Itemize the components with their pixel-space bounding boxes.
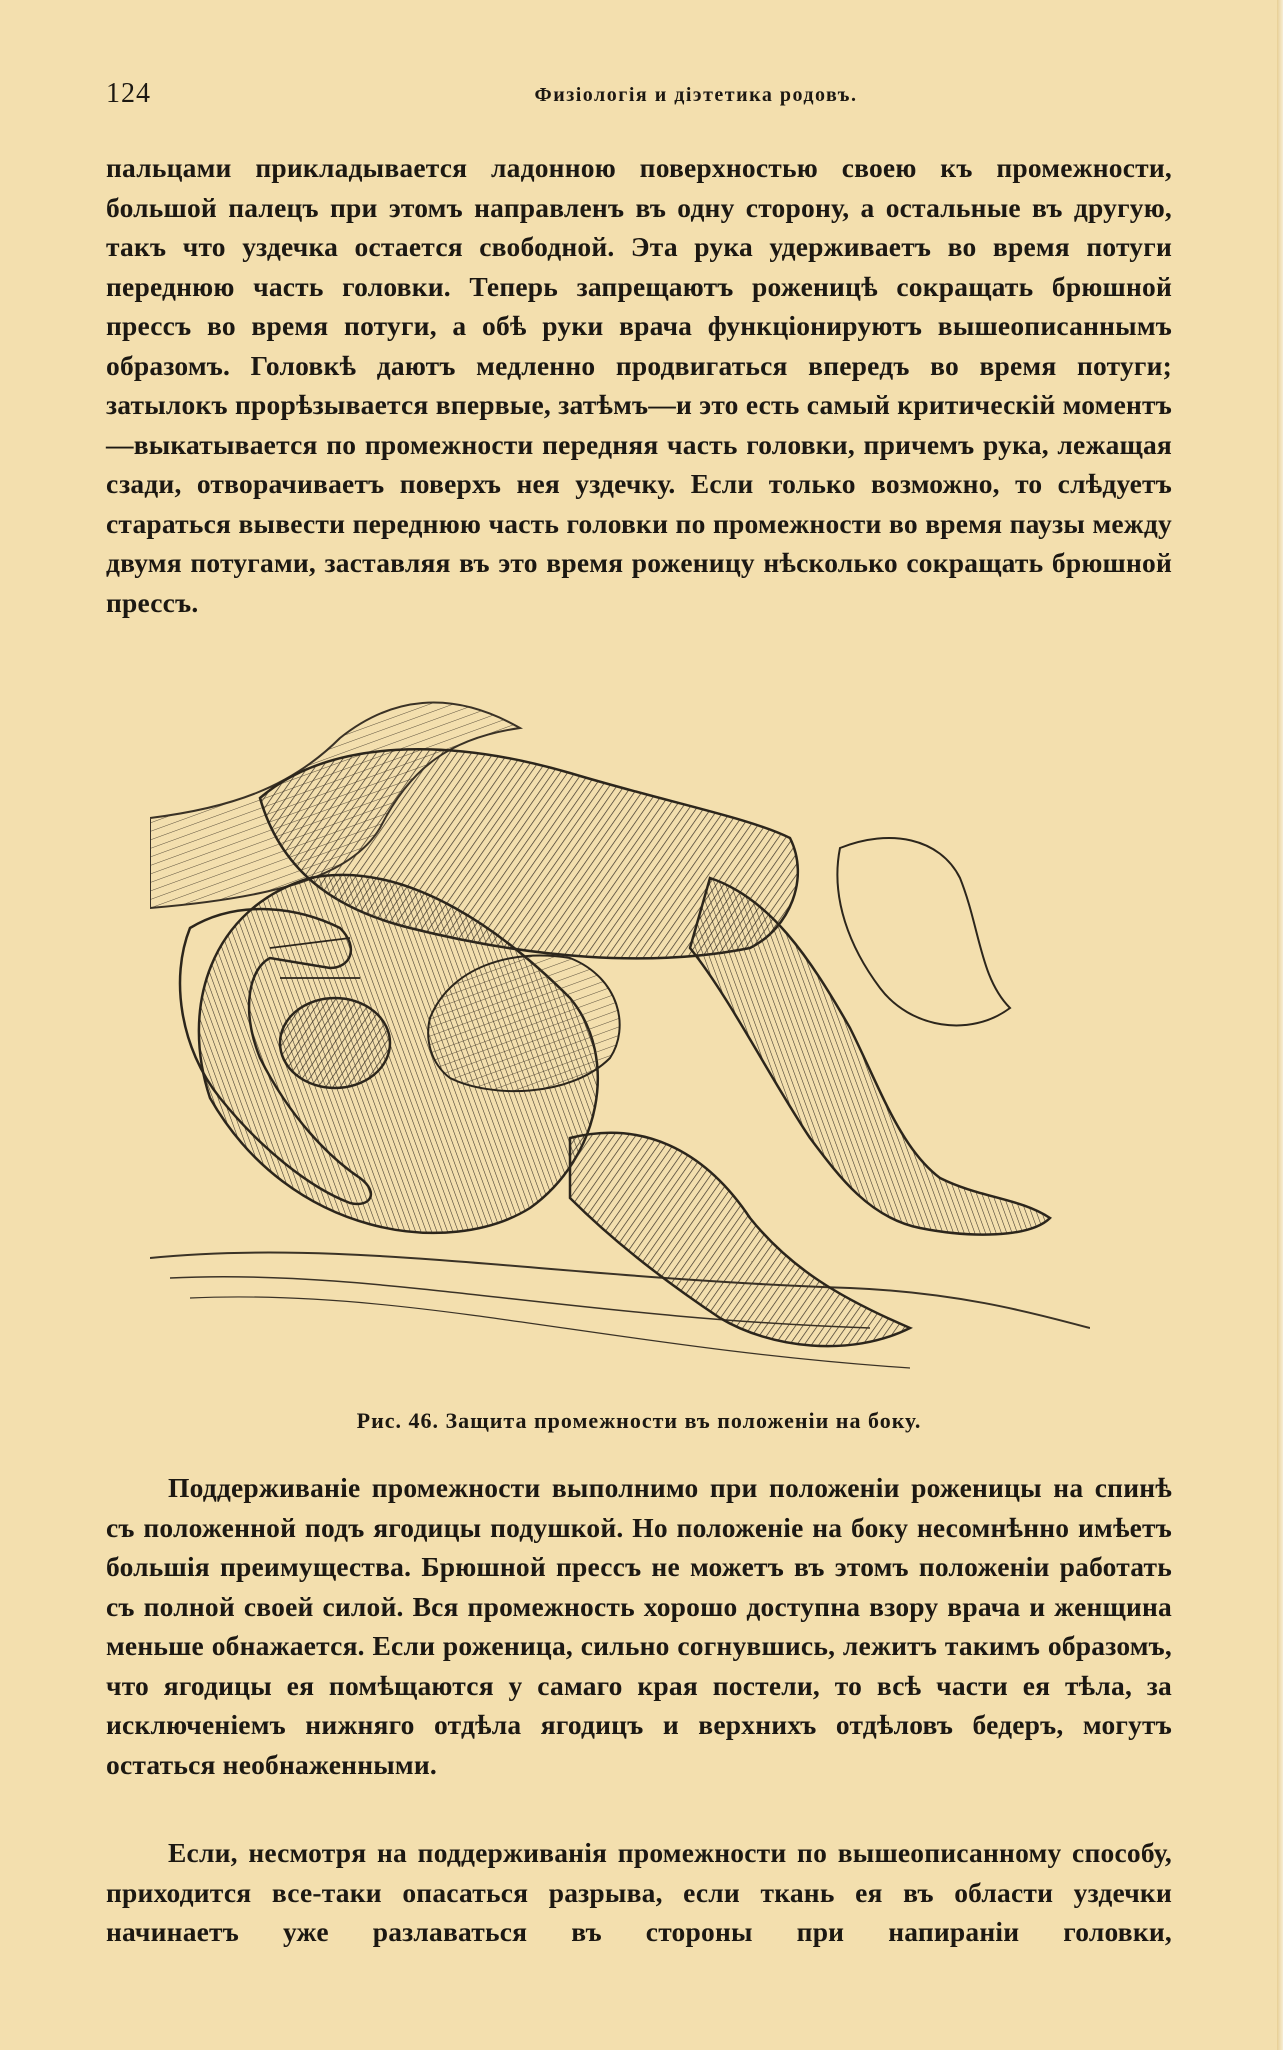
page-edge <box>1277 0 1283 2050</box>
running-title: Физіологія и діэтетика родовъ. <box>534 84 858 106</box>
paragraph-1: пальцами прикладывается ладонною поверхностью своею къ промежности, большой палецъ при этомъ направленъ въ одну сторону, а остальные въ другую, такъ что уздечка остается свободной. Эта рука удерживаетъ во время потуги переднюю часть головки. Теперь запрещаютъ роженицѣ сокращать брюшной прессъ во время потуги, а обѣ руки врача функціонируютъ вышеописаннымъ образомъ. Головкѣ даютъ медленно продвигаться впередъ во время потуги; затылокъ прорѣзывается впервые, затѣмъ—и это есть самый критическій моментъ—выкатывается по промежности передняя часть головки, причемъ рука, лежащая сзади, отворачиваетъ поверхъ нея уздечку. Если только возможно, то слѣдуетъ стараться вывести переднюю часть головки по промежности во время паузы между двумя потугами, заставляя въ это время роженицу нѣсколько сокращать брюшной прессъ. <box>106 152 1172 618</box>
figure-illustration <box>150 678 1090 1398</box>
paragraph-2 <box>106 1468 1172 1784</box>
figure-caption: Рис. 46. Защита промежности въ положеніи на боку. <box>356 1408 922 1433</box>
page-number: 124 <box>106 78 151 109</box>
page-header <box>106 78 1172 118</box>
paragraph-3 <box>106 1833 1172 1952</box>
engraving-illustration <box>150 678 1090 1398</box>
paragraph-2-text: Поддерживаніе промежности выполнимо при положеніи роженицы на спинѣ съ положенной подъ ягодицы подушкой. Но положеніе на боку несомнѣнно имѣетъ большія преимущества. Брюшной прессъ не можетъ въ этомъ положеніи работать съ полной своей силой. Вся промежность хорошо доступна взору врача и женщина меньше обнажается. Если роженица, сильно согнувшись, лежитъ такимъ образомъ, что ягодицы ея помѣщаются у самаго края постели, то всѣ части ея тѣла, за исключеніемъ нижняго отдѣла ягодицъ и верхнихъ отдѣловъ бедеръ, могутъ остаться необнаженными. <box>106 1472 1172 1780</box>
paragraph-3-text: Если, несмотря на поддерживанія промежности по вышеописанному способу, приходится все-таки опасаться разрыва, если ткань ея въ области уздечки начинаетъ уже разлаваться въ стороны при напираніи головки, <box>106 1837 1172 1947</box>
